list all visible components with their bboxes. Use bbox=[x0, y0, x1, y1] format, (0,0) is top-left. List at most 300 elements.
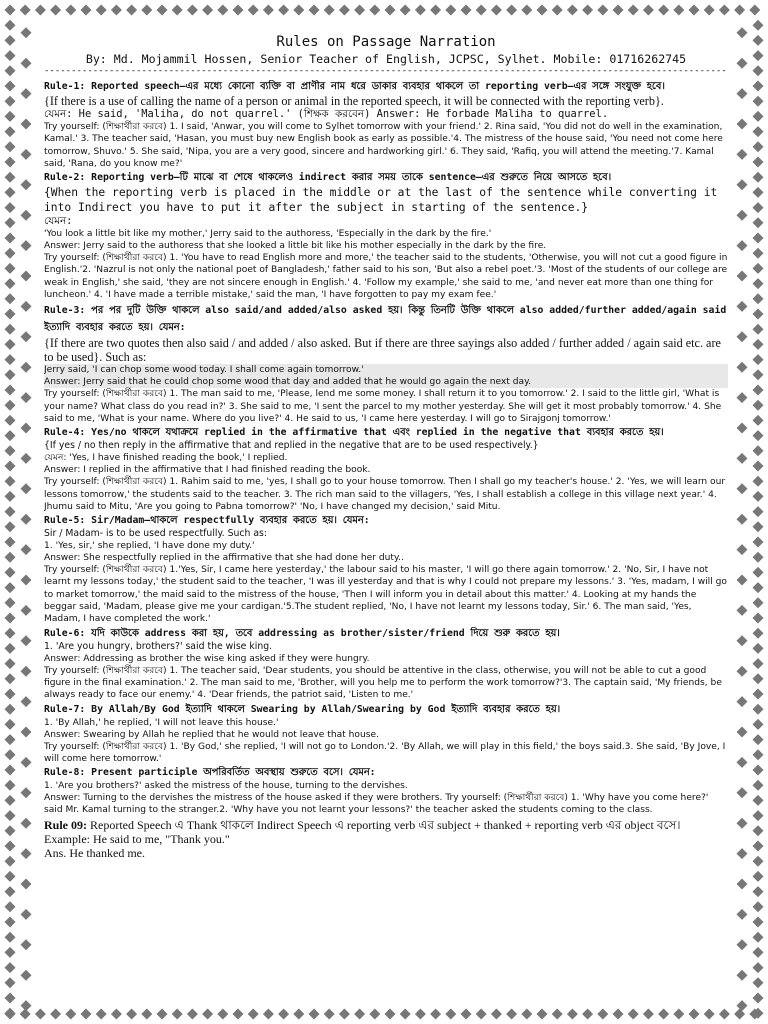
author-byline: By: Md. Mojammil Hossen, Senior Teacher of English, JCPSC, Sylhet. Mobile: 01716262745 bbox=[85, 52, 687, 66]
border-diamond bbox=[737, 818, 748, 829]
border-diamond bbox=[217, 1009, 228, 1020]
border-diamond bbox=[737, 392, 748, 403]
border-diamond bbox=[5, 628, 16, 639]
rule-example: 1. 'Are you brothers?' asked the mistress of the house, turning to the dervishes. bbox=[44, 781, 408, 792]
border-diamond bbox=[21, 575, 32, 586]
border-diamond bbox=[753, 841, 764, 852]
border-diamond bbox=[5, 977, 16, 988]
rule-explanation: {If there is a use of calling the name of a person or animal in the reported speech, it will be connected with the reporting verb}. bbox=[44, 94, 664, 108]
border-diamond bbox=[753, 643, 764, 654]
border-diamond bbox=[753, 400, 764, 411]
border-diamond bbox=[21, 696, 32, 707]
rule-heading: Rule-2: Reporting verb–টি মাঝে বা শেষে থাকলেও indirect করার সময় তাকে sentence–এর শুরুতে নিয়ে আসতে হবে। bbox=[44, 172, 612, 184]
rule-heading: Rule-3: পর পর দুটি উক্তি থাকলে also said/and added/also asked হয়। কিন্তু তিনটি উক্তি থাকলে also added/further added/again said ইত্যাদি ব্যবহার করতে হয়। যেমন: bbox=[44, 305, 727, 334]
border-diamond bbox=[753, 476, 764, 487]
border-diamond bbox=[734, 1009, 745, 1020]
border-diamond bbox=[5, 491, 16, 502]
rule-example: যেমন: 'Yes, I have finished reading the book,' I replied. bbox=[44, 453, 288, 464]
border-diamond bbox=[753, 202, 764, 213]
border-diamond bbox=[753, 278, 764, 289]
border-diamond bbox=[293, 1009, 304, 1020]
border-diamond bbox=[753, 749, 764, 760]
border-diamond bbox=[737, 848, 748, 859]
border-diamond bbox=[35, 5, 46, 16]
border-diamond bbox=[582, 5, 593, 16]
border-diamond bbox=[5, 993, 16, 1004]
border-diamond bbox=[157, 5, 168, 16]
rule-answer: Ans. He thanked me. bbox=[44, 845, 145, 860]
border-diamond bbox=[737, 483, 748, 494]
border-diamond bbox=[753, 886, 764, 897]
border-diamond bbox=[613, 5, 624, 16]
border-diamond bbox=[141, 5, 152, 16]
border-diamond bbox=[753, 719, 764, 730]
try-yourself: Try yourself: (শিক্ষার্থীরা করবে) 1. The teacher said, 'Dear students, you should be attentive in the class, otherwise, you will not be able to cut a good figure in the final examination.' 2. The man said to me, 'Brother, will you help me to perform the work tomorrow?'3. The captain said, 'My friends, be always ready to face our enemy.' 4. 'Dear friends, the patriot said, 'Listen to me.' bbox=[44, 665, 722, 701]
border-diamond bbox=[737, 88, 748, 99]
border-diamond bbox=[753, 658, 764, 669]
border-diamond bbox=[5, 917, 16, 928]
rule-5 bbox=[44, 514, 728, 625]
border-diamond bbox=[552, 1009, 563, 1020]
border-diamond bbox=[50, 5, 61, 16]
border-diamond bbox=[521, 1009, 532, 1020]
border-diamond bbox=[5, 673, 16, 684]
rule-heading: Rule-8: Present participle অপরিবর্তিত অবস্থায় শুরুতে বসে। যেমন: bbox=[44, 767, 376, 779]
border-diamond bbox=[753, 445, 764, 456]
border-diamond bbox=[65, 5, 76, 16]
border-diamond bbox=[737, 970, 748, 981]
divider: ------------------------------------------------------------------------------------------------------------------------------ bbox=[44, 67, 727, 76]
border-diamond bbox=[737, 119, 748, 130]
border-diamond bbox=[5, 217, 16, 228]
border-diamond bbox=[248, 1009, 259, 1020]
border-diamond bbox=[21, 1000, 32, 1011]
border-diamond bbox=[5, 415, 16, 426]
rule-6 bbox=[44, 627, 728, 702]
rule-1 bbox=[44, 80, 728, 170]
border-diamond bbox=[354, 1009, 365, 1020]
border-diamond bbox=[737, 423, 748, 434]
border-diamond bbox=[737, 149, 748, 160]
border-diamond bbox=[5, 339, 16, 350]
border-diamond bbox=[753, 977, 764, 988]
border-diamond bbox=[187, 5, 198, 16]
border-diamond bbox=[21, 423, 32, 434]
border-diamond bbox=[21, 240, 32, 251]
border-diamond bbox=[5, 901, 16, 912]
border-diamond bbox=[689, 5, 700, 16]
rule-heading bbox=[44, 818, 728, 846]
border-diamond bbox=[753, 111, 764, 122]
border-diamond bbox=[658, 1009, 669, 1020]
border-diamond bbox=[5, 567, 16, 578]
border-diamond bbox=[445, 5, 456, 16]
border-diamond bbox=[753, 141, 764, 152]
border-diamond bbox=[21, 362, 32, 373]
border-diamond bbox=[385, 1009, 396, 1020]
border-diamond bbox=[21, 514, 32, 525]
border-diamond bbox=[753, 613, 764, 624]
rule-explanation: Sir / Madam- is to be used respectfully. Such as: bbox=[44, 528, 267, 540]
border-diamond bbox=[21, 271, 32, 282]
border-diamond bbox=[21, 483, 32, 494]
border-diamond bbox=[753, 339, 764, 350]
border-diamond bbox=[293, 5, 304, 16]
border-diamond bbox=[461, 5, 472, 16]
rule-heading: Rule-4: Yes/no থাকলে যথাক্রমে replied in the affirmative that এবং replied in the negative that ব্যবহার করতে হয়। bbox=[44, 427, 664, 439]
page-title: Rules on Passage Narration bbox=[276, 34, 496, 50]
border-diamond bbox=[111, 1009, 122, 1020]
rule-example: 1. 'Yes, sir,' she replied, 'I have done my duty.' bbox=[44, 541, 255, 552]
border-diamond bbox=[354, 5, 365, 16]
border-diamond bbox=[81, 1009, 92, 1020]
border-diamond bbox=[21, 88, 32, 99]
border-diamond bbox=[753, 430, 764, 441]
border-diamond bbox=[21, 848, 32, 859]
border-diamond bbox=[5, 932, 16, 943]
border-diamond bbox=[5, 689, 16, 700]
rule-heading: Rule-7: By Allah/By God ইত্যাদি থাকলে Swearing by Allah/Swearing by God ইত্যাদি ব্যবহার করতে হয়। bbox=[44, 703, 561, 715]
border-diamond bbox=[737, 787, 748, 798]
border-diamond bbox=[5, 461, 16, 472]
border-diamond bbox=[753, 35, 764, 46]
border-diamond bbox=[753, 20, 764, 31]
rule-heading: Rule-1: Reported speech–এর মধ্যে কোনো ব্যক্তি বা প্রাণীর নাম ধরে ডাকার ব্যবহার থাকলে তা reporting verb–এর সঙ্গে সংযুক্ত হবে। bbox=[44, 81, 665, 92]
border-diamond bbox=[65, 1009, 76, 1020]
border-diamond bbox=[476, 5, 487, 16]
border-diamond bbox=[5, 704, 16, 715]
border-diamond bbox=[5, 157, 16, 168]
border-diamond bbox=[5, 856, 16, 867]
rule-text: Reported Speech এ Thank থাকলে Indirect Speech এ reporting verb এর subject + thanked + reporting verb এর object বসে। Example: He said to me, "Thank you." bbox=[44, 817, 681, 846]
rule-answer: Answer: Addressing as brother the wise king asked if they were hungry. bbox=[44, 653, 370, 664]
border-diamond bbox=[753, 187, 764, 198]
border-diamond bbox=[5, 871, 16, 882]
border-diamond bbox=[5, 111, 16, 122]
border-diamond bbox=[141, 1009, 152, 1020]
border-diamond bbox=[157, 1009, 168, 1020]
border-diamond bbox=[385, 5, 396, 16]
border-diamond bbox=[521, 5, 532, 16]
border-diamond bbox=[5, 278, 16, 289]
border-diamond bbox=[217, 5, 228, 16]
border-diamond bbox=[5, 187, 16, 198]
rule-answer: Answer: I replied in the affirmative that I had finished reading the book. bbox=[44, 465, 371, 476]
page-content bbox=[44, 34, 728, 982]
border-diamond bbox=[753, 461, 764, 472]
border-diamond bbox=[753, 825, 764, 836]
border-diamond bbox=[753, 734, 764, 745]
border-diamond bbox=[613, 1009, 624, 1020]
border-diamond bbox=[5, 248, 16, 259]
border-diamond bbox=[5, 962, 16, 973]
border-diamond bbox=[21, 179, 32, 190]
rule-4 bbox=[44, 426, 728, 513]
border-diamond bbox=[5, 233, 16, 244]
border-diamond bbox=[415, 1009, 426, 1020]
border-diamond bbox=[753, 354, 764, 365]
border-diamond bbox=[5, 521, 16, 532]
border-diamond bbox=[21, 149, 32, 160]
border-diamond bbox=[21, 301, 32, 312]
border-diamond bbox=[597, 5, 608, 16]
border-diamond bbox=[5, 5, 16, 16]
border-diamond bbox=[21, 544, 32, 555]
border-diamond bbox=[506, 5, 517, 16]
border-diamond bbox=[202, 1009, 213, 1020]
border-diamond bbox=[5, 35, 16, 46]
border-diamond bbox=[21, 119, 32, 130]
border-diamond bbox=[400, 5, 411, 16]
border-diamond bbox=[537, 1009, 548, 1020]
border-diamond bbox=[753, 293, 764, 304]
rule-answer: Answer: She respectfully replied in the affirmative that she had done her duty.. bbox=[44, 553, 404, 564]
border-diamond bbox=[5, 445, 16, 456]
border-diamond bbox=[753, 491, 764, 502]
border-diamond bbox=[753, 324, 764, 335]
border-diamond bbox=[5, 780, 16, 791]
border-diamond bbox=[753, 582, 764, 593]
border-diamond bbox=[643, 1009, 654, 1020]
border-diamond bbox=[753, 673, 764, 684]
border-diamond bbox=[5, 430, 16, 441]
border-diamond bbox=[737, 666, 748, 677]
border-diamond bbox=[753, 552, 764, 563]
border-diamond bbox=[737, 453, 748, 464]
border-diamond bbox=[5, 719, 16, 730]
border-diamond bbox=[753, 248, 764, 259]
rule-example: 1. 'Are you hungry, brothers?' said the wise king. bbox=[44, 640, 273, 652]
border-diamond bbox=[5, 582, 16, 593]
border-diamond bbox=[50, 1009, 61, 1020]
border-diamond bbox=[5, 886, 16, 897]
border-diamond bbox=[476, 1009, 487, 1020]
border-diamond bbox=[445, 1009, 456, 1020]
border-diamond bbox=[753, 521, 764, 532]
border-diamond bbox=[21, 635, 32, 646]
border-diamond bbox=[415, 5, 426, 16]
border-diamond bbox=[324, 1009, 335, 1020]
try-yourself: Try yourself: (শিক্ষার্থীরা করবে) 1. 'By God,' she replied, 'I will not go to London.'2. 'By Allah, we will play in this field,' the boys said.3. She said, 'By Jove, I will come here tomorrow.' bbox=[44, 741, 726, 764]
border-diamond bbox=[737, 514, 748, 525]
border-diamond bbox=[753, 993, 764, 1004]
border-diamond bbox=[753, 704, 764, 715]
border-diamond bbox=[737, 58, 748, 69]
border-diamond bbox=[753, 962, 764, 973]
border-diamond bbox=[753, 810, 764, 821]
border-diamond bbox=[753, 126, 764, 137]
border-diamond bbox=[753, 947, 764, 958]
border-diamond bbox=[737, 301, 748, 312]
border-diamond bbox=[5, 795, 16, 806]
try-yourself: Try yourself: (শিক্ষার্থীরা করবে) 1. Rahim said to me, 'yes, I shall go to your house tomorrow. Then I shall go my teacher's house.' 2. 'Yes, we will learn our lessons tomorrow,' the students said to the teacher. 3. The rich man said to the villagers, 'Yes, I shall establish a college in this village next year.' 4. Jhumu said to Mitu, 'Are you going to Pabna tomorrow?' 'No, I have changed my decision,' said Mitu. bbox=[44, 477, 726, 512]
border-diamond bbox=[278, 1009, 289, 1020]
border-diamond bbox=[753, 81, 764, 92]
border-diamond bbox=[628, 5, 639, 16]
border-diamond bbox=[5, 141, 16, 152]
rule-heading: Rule-6: যদি কাউকে address করা হয়, তবে addressing as brother/sister/friend দিয়ে শুরু করতে হয়। bbox=[44, 627, 560, 639]
rule-9 bbox=[44, 818, 728, 860]
border-diamond bbox=[753, 157, 764, 168]
border-diamond bbox=[202, 5, 213, 16]
border-diamond bbox=[5, 643, 16, 654]
border-diamond bbox=[5, 81, 16, 92]
border-diamond bbox=[5, 476, 16, 487]
border-diamond bbox=[753, 217, 764, 228]
border-diamond bbox=[81, 5, 92, 16]
border-diamond bbox=[737, 362, 748, 373]
border-diamond bbox=[5, 658, 16, 669]
border-diamond bbox=[21, 818, 32, 829]
border-diamond bbox=[753, 369, 764, 380]
rule-answer: Answer: Jerry said to the authoress that she looked a little bit like his mother especially in the dark by the fire. bbox=[44, 241, 547, 252]
border-diamond bbox=[400, 1009, 411, 1020]
rule-7 bbox=[44, 703, 728, 766]
border-diamond bbox=[461, 1009, 472, 1020]
rule-answer: Answer: Turning to the dervishes the mistress of the house asked if they were brothers. Try yourself: (শিক্ষার্থীরা করবে) 1. 'Why have you come here?' said Mr. Kamal turning to the stranger.2. 'Why have you not learnt your lessons?' the teacher asked the students coming to the class. bbox=[44, 793, 709, 816]
border-diamond bbox=[737, 635, 748, 646]
border-diamond bbox=[369, 5, 380, 16]
border-diamond bbox=[737, 909, 748, 920]
border-diamond bbox=[5, 1008, 16, 1019]
border-diamond bbox=[5, 20, 16, 31]
border-diamond bbox=[20, 5, 31, 16]
border-diamond bbox=[5, 613, 16, 624]
border-diamond bbox=[5, 400, 16, 411]
border-diamond bbox=[737, 331, 748, 342]
border-diamond bbox=[172, 5, 183, 16]
try-yourself: Try yourself: (শিক্ষার্থীরা করবে) 1. The man said to me, 'Please, lend me some money. I shall return it to you tomorrow.' 2. I said to the little girl, 'What is your name? What class do you read in?' 3. She said to me, 'I sent the parcel to my mother yesterday. She will get it most probably tomorrow.' 4. She said to me, 'What is your name. Where do you live?' 4. He said to us, 'I came here yesterday. I will go to Sirajgonj tomorrow.' bbox=[44, 389, 722, 424]
border-diamond bbox=[21, 666, 32, 677]
border-diamond bbox=[719, 1009, 730, 1020]
border-diamond bbox=[5, 734, 16, 745]
border-diamond bbox=[5, 96, 16, 107]
border-diamond bbox=[5, 202, 16, 213]
border-diamond bbox=[753, 385, 764, 396]
border-diamond bbox=[278, 5, 289, 16]
border-diamond bbox=[5, 309, 16, 320]
border-diamond bbox=[126, 1009, 137, 1020]
border-diamond bbox=[737, 27, 748, 38]
border-diamond bbox=[753, 506, 764, 517]
rule-answer: Answer: Swearing by Allah he replied that he would not leave that house. bbox=[44, 729, 379, 740]
border-diamond bbox=[263, 5, 274, 16]
border-diamond bbox=[737, 727, 748, 738]
border-diamond bbox=[21, 970, 32, 981]
border-diamond bbox=[5, 947, 16, 958]
try-yourself: Try yourself: (শিক্ষার্থীরা করবে) 1.'Yes, Sir, I came here yesterday,' the labour said to his master, 'I will go there again tomorrow.' 2. 'No, Sir, I have not learnt my lessons today,' the student said to the teacher, 'I was ill yesterday and that is why I could not prepare my lessons.' 3. 'Yes, madam, I will go to market tomorrow,' the maid said to the mistress of the house, 'Then I will inform you in detail about this matter.' 4. Looking at my hands the beggar said, 'Madam, please give me your cardigan.'5.The student replied, 'No, I have not learnt my lessons today, Sir.' 6. The man said, 'Yes, Madam, I have completed the work.' bbox=[44, 565, 727, 625]
border-diamond bbox=[753, 172, 764, 183]
border-diamond bbox=[753, 567, 764, 578]
border-diamond bbox=[753, 263, 764, 274]
border-diamond bbox=[753, 780, 764, 791]
border-diamond bbox=[749, 5, 760, 16]
border-diamond bbox=[233, 5, 244, 16]
border-diamond bbox=[21, 727, 32, 738]
border-diamond bbox=[567, 1009, 578, 1020]
border-diamond bbox=[753, 537, 764, 548]
border-diamond bbox=[126, 5, 137, 16]
border-diamond bbox=[21, 210, 32, 221]
border-diamond bbox=[753, 795, 764, 806]
border-diamond bbox=[552, 5, 563, 16]
border-diamond bbox=[5, 65, 16, 76]
border-diamond bbox=[172, 1009, 183, 1020]
border-diamond bbox=[233, 1009, 244, 1020]
border-diamond bbox=[21, 58, 32, 69]
border-diamond bbox=[753, 50, 764, 61]
border-diamond bbox=[753, 309, 764, 320]
border-diamond bbox=[737, 879, 748, 890]
border-diamond bbox=[5, 749, 16, 760]
border-diamond bbox=[5, 825, 16, 836]
border-diamond bbox=[753, 597, 764, 608]
border-diamond bbox=[753, 856, 764, 867]
border-diamond bbox=[737, 179, 748, 190]
border-diamond bbox=[753, 415, 764, 426]
border-diamond bbox=[5, 293, 16, 304]
rule-explanation: {If there are two quotes then also said / and added / also asked. But if there are three sayings also added / further added / again said etc. are to be used}. Such as: bbox=[44, 336, 721, 365]
border-diamond bbox=[753, 233, 764, 244]
try-yourself: Try yourself: (শিক্ষার্থীরা করবে) 1. I said, 'Anwar, you will come to Sylhet tomorrow with your friend.' 2. Rina said, 'You did not do well in the examination, Kamal.' 3. The teacher said, 'Hasan, you must buy new English book as early as possible.'4. The mistress of the house said, 'You need not come here tomorrow, Shuvo.' 5. She said, 'Nipa, you are a very good, sincere and hardworking girl.' 6. They said, 'Rafiq, you will attend the meeting.'7. Kamal said, 'Rana, do you know me?' bbox=[44, 122, 723, 169]
border-diamond bbox=[5, 369, 16, 380]
border-diamond bbox=[597, 1009, 608, 1020]
border-diamond bbox=[5, 552, 16, 563]
border-diamond bbox=[673, 5, 684, 16]
border-diamond bbox=[628, 1009, 639, 1020]
border-diamond bbox=[753, 65, 764, 76]
border-diamond bbox=[753, 901, 764, 912]
border-diamond bbox=[5, 810, 16, 821]
border-diamond bbox=[737, 605, 748, 616]
border-diamond bbox=[111, 5, 122, 16]
border-diamond bbox=[21, 605, 32, 616]
border-diamond bbox=[21, 787, 32, 798]
border-diamond bbox=[5, 354, 16, 365]
border-diamond bbox=[737, 696, 748, 707]
border-diamond bbox=[658, 5, 669, 16]
border-diamond bbox=[753, 689, 764, 700]
border-diamond bbox=[324, 5, 335, 16]
border-diamond bbox=[21, 757, 32, 768]
rule-example: যেমন: He said, 'Maliha, do not quarrel.' (শিক্ষক করবেন) Answer: He forbade Maliha to quarrel. bbox=[44, 108, 609, 120]
border-diamond bbox=[737, 939, 748, 950]
border-diamond bbox=[5, 597, 16, 608]
border-diamond bbox=[369, 1009, 380, 1020]
border-diamond bbox=[339, 1009, 350, 1020]
border-diamond bbox=[537, 5, 548, 16]
border-diamond bbox=[737, 271, 748, 282]
border-diamond bbox=[704, 5, 715, 16]
border-diamond bbox=[21, 879, 32, 890]
rule-8 bbox=[44, 766, 728, 817]
border-diamond bbox=[737, 544, 748, 555]
border-diamond bbox=[21, 453, 32, 464]
border-diamond bbox=[309, 1009, 320, 1020]
border-diamond bbox=[248, 5, 259, 16]
border-diamond bbox=[5, 841, 16, 852]
border-diamond bbox=[5, 765, 16, 776]
rule-heading: Rule-5: Sir/Madam–থাকলে respectfully ব্যবহার করতে হয়। যেমন: bbox=[44, 515, 370, 527]
border-diamond bbox=[5, 385, 16, 396]
border-diamond bbox=[643, 5, 654, 16]
border-diamond bbox=[737, 210, 748, 221]
border-diamond bbox=[187, 1009, 198, 1020]
rule-example: 1. 'By Allah,' he replied, 'I will not leave this house.' bbox=[44, 717, 279, 728]
border-diamond bbox=[704, 1009, 715, 1020]
border-diamond bbox=[5, 126, 16, 137]
border-diamond bbox=[753, 932, 764, 943]
